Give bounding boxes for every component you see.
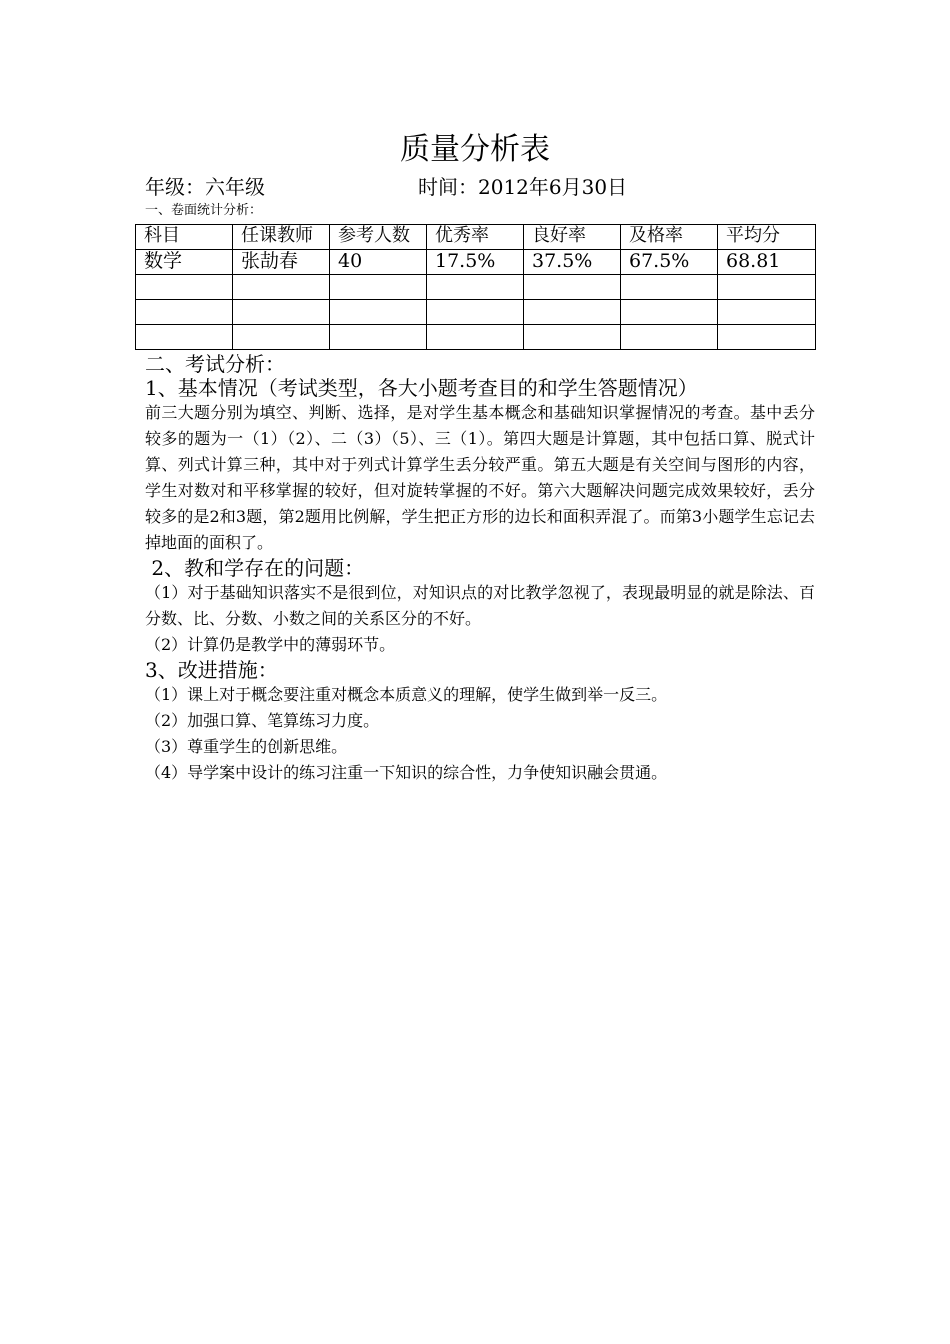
table-cell bbox=[136, 325, 233, 350]
table-cell bbox=[233, 275, 330, 300]
table-header-cell: 良好率 bbox=[524, 225, 621, 250]
document-title: 质量分析表 bbox=[400, 132, 550, 167]
improvement-item: （3）尊重学生的创新思维。 bbox=[145, 737, 348, 756]
basic-situation-text: 前三大题分别为填空、判断、选择，是对学生基本概念和基础知识掌握情况的考查。基中丢分较多的题为一（1）（2）、二（3）（5）、三（1）。第四大题是计算题，其中包括口算、脱式计算、列式计算三种，其中对于列式计算学生丢分较严重。第五大题是有关空间与图形的内容，学生对数对和平移掌握的较好，但对旋转掌握的不好。第六大题解决问题完成效果较好，丢分较多的是2和3题，第2题用比例解，学生把正方形的边长和面积弄混了。而第3小题学生忘记去掉地面的面积了。 bbox=[145, 403, 815, 552]
section-1-title: 一、卷面统计分析： bbox=[145, 203, 263, 218]
table-cell: 张劼春 bbox=[233, 250, 330, 275]
table-cell bbox=[136, 300, 233, 325]
table-header-cell: 任课教师 bbox=[233, 225, 330, 250]
table-cell: 68.81 bbox=[718, 250, 816, 275]
table-row bbox=[136, 300, 816, 325]
grade-label: 年级：六年级 bbox=[145, 175, 265, 199]
section-2-title: 二、考试分析： bbox=[145, 352, 285, 376]
table-row bbox=[136, 275, 816, 300]
date-label: 时间：2012年6月30日 bbox=[418, 175, 628, 199]
improvement-item: （4）导学案中设计的练习注重一下知识的综合性，力争使知识融会贯通。 bbox=[145, 763, 668, 782]
table-cell bbox=[621, 325, 718, 350]
problems-heading: 2、教和学存在的问题： bbox=[145, 556, 365, 580]
table-header-cell: 平均分 bbox=[718, 225, 816, 250]
table-cell bbox=[233, 325, 330, 350]
table-header-cell: 科目 bbox=[136, 225, 233, 250]
table-cell bbox=[718, 275, 816, 300]
analysis-section bbox=[145, 352, 815, 786]
table-cell bbox=[427, 325, 524, 350]
improvement-item: （2）加强口算、笔算练习力度。 bbox=[145, 711, 380, 730]
table-cell bbox=[524, 275, 621, 300]
basic-situation-heading: 1、基本情况（考试类型，各大小题考查目的和学生答题情况） bbox=[145, 376, 698, 400]
table-row bbox=[136, 250, 816, 275]
table-cell bbox=[233, 300, 330, 325]
problem-item: （2）计算仍是教学中的薄弱环节。 bbox=[145, 635, 396, 654]
table-cell bbox=[621, 300, 718, 325]
table-cell: 数学 bbox=[136, 250, 233, 275]
table-cell bbox=[427, 275, 524, 300]
improvement-heading: 3、改进措施： bbox=[145, 658, 278, 682]
table-cell bbox=[718, 325, 816, 350]
table-cell: 67.5% bbox=[621, 250, 718, 275]
table-header-cell: 优秀率 bbox=[427, 225, 524, 250]
table-cell bbox=[524, 325, 621, 350]
problem-item: （1）对于基础知识落实不是很到位，对知识点的对比教学忽视了，表现最明显的就是除法、百分数、比、分数、小数之间的关系区分的不好。 bbox=[145, 583, 815, 628]
table-header-row bbox=[136, 225, 816, 250]
table-cell: 40 bbox=[330, 250, 427, 275]
table-cell bbox=[330, 300, 427, 325]
table-cell bbox=[621, 275, 718, 300]
table-cell: 17.5% bbox=[427, 250, 524, 275]
table-cell bbox=[427, 300, 524, 325]
table-row bbox=[136, 325, 816, 350]
table-header-cell: 及格率 bbox=[621, 225, 718, 250]
table-cell bbox=[718, 300, 816, 325]
table-cell bbox=[524, 300, 621, 325]
table-cell bbox=[330, 325, 427, 350]
table-cell: 37.5% bbox=[524, 250, 621, 275]
table-header-cell: 参考人数 bbox=[330, 225, 427, 250]
statistics-table bbox=[135, 224, 816, 350]
table-cell bbox=[136, 275, 233, 300]
improvement-item: （1）课上对于概念要注重对概念本质意义的理解，使学生做到举一反三。 bbox=[145, 685, 668, 704]
table-cell bbox=[330, 275, 427, 300]
